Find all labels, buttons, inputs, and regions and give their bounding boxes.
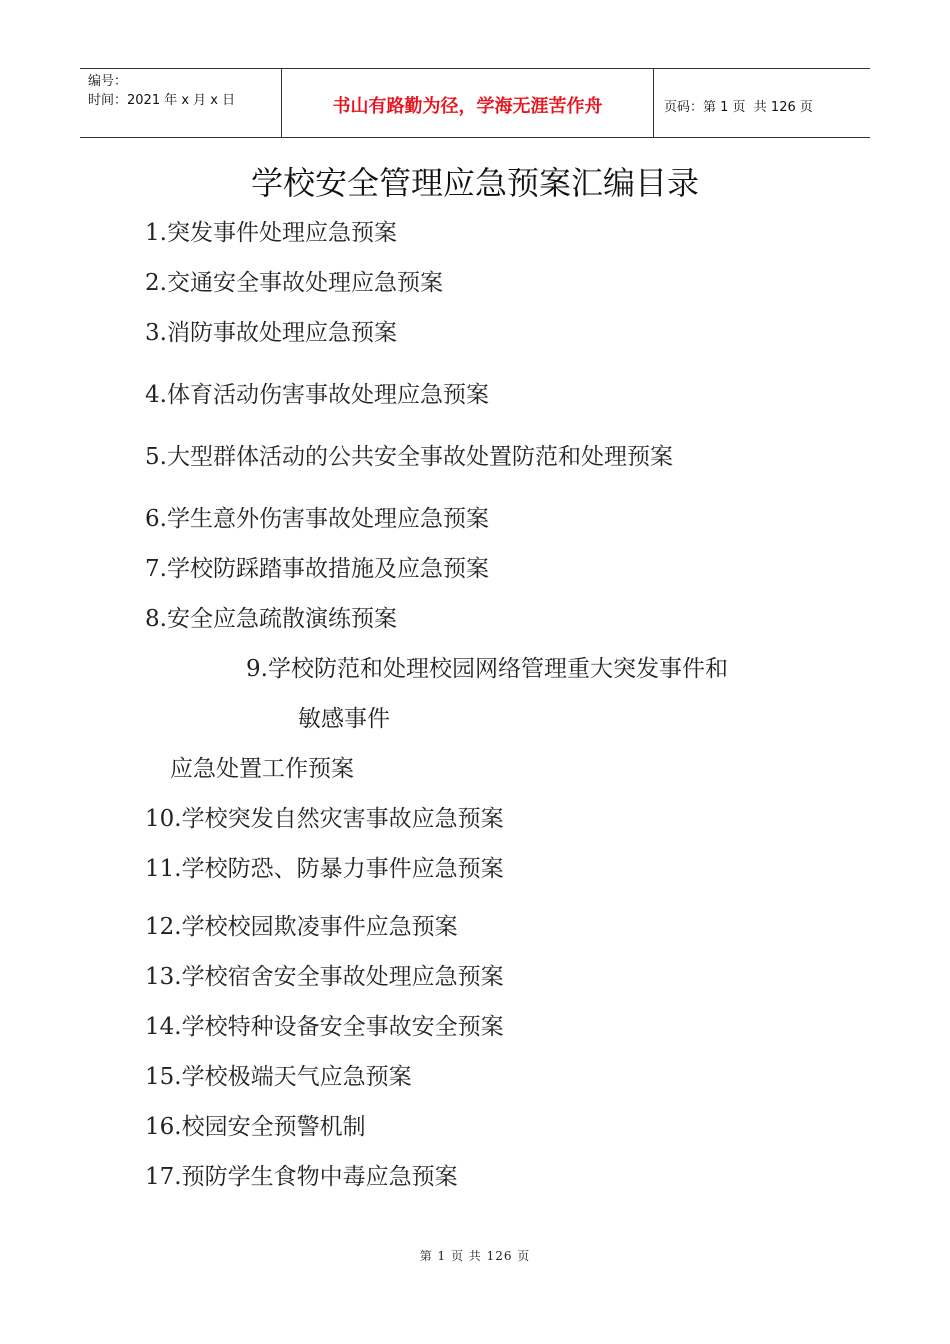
header-meta-cell — [80, 69, 282, 137]
toc-item: 17.预防学生食物中毒应急预案 — [145, 1164, 458, 1190]
toc-item: 9.学校防范和处理校园网络管理重大突发事件和 — [246, 656, 728, 682]
motto-cell — [282, 69, 654, 137]
page-info-cell — [654, 69, 870, 137]
page-label: 页码：第 1 页 共 126 页 — [664, 99, 813, 115]
time-label: 时间：2021 年 x 月 x 日 — [88, 93, 236, 108]
page-footer: 第 1 页 共 126 页 — [419, 1249, 531, 1263]
toc-item: 11.学校防恐、防暴力事件应急预案 — [145, 856, 504, 882]
toc-item: 16.校园安全预警机制 — [145, 1114, 366, 1140]
number-label: 编号： — [88, 74, 128, 89]
toc-item: 14.学校特种设备安全事故安全预案 — [145, 1014, 504, 1040]
toc-item: 15.学校极端天气应急预案 — [145, 1064, 412, 1090]
toc-item: 1.突发事件处理应急预案 — [145, 220, 397, 246]
toc-item: 13.学校宿舍安全事故处理应急预案 — [145, 964, 504, 990]
toc-item: 10.学校突发自然灾害事故应急预案 — [145, 806, 504, 832]
toc-item: 2.交通安全事故处理应急预案 — [145, 270, 443, 296]
toc-item: 3.消防事故处理应急预案 — [145, 320, 397, 346]
motto-text: 书山有路勤为径，学海无涯苦作舟 — [332, 96, 603, 117]
toc-item: 12.学校校园欺凌事件应急预案 — [145, 914, 458, 940]
toc-item: 4.体育活动伤害事故处理应急预案 — [145, 382, 489, 408]
toc-item-continuation: 应急处置工作预案 — [170, 756, 354, 782]
toc-item: 5.大型群体活动的公共安全事故处置防范和处理预案 — [145, 444, 673, 470]
toc-item: 6.学生意外伤害事故处理应急预案 — [145, 506, 489, 532]
document-header — [80, 68, 870, 138]
page-title: 学校安全管理应急预案汇编目录 — [250, 164, 699, 202]
toc-item: 7.学校防踩踏事故措施及应急预案 — [145, 556, 489, 582]
toc-item: 8.安全应急疏散演练预案 — [145, 606, 397, 632]
toc-item-continuation: 敏感事件 — [298, 706, 390, 732]
